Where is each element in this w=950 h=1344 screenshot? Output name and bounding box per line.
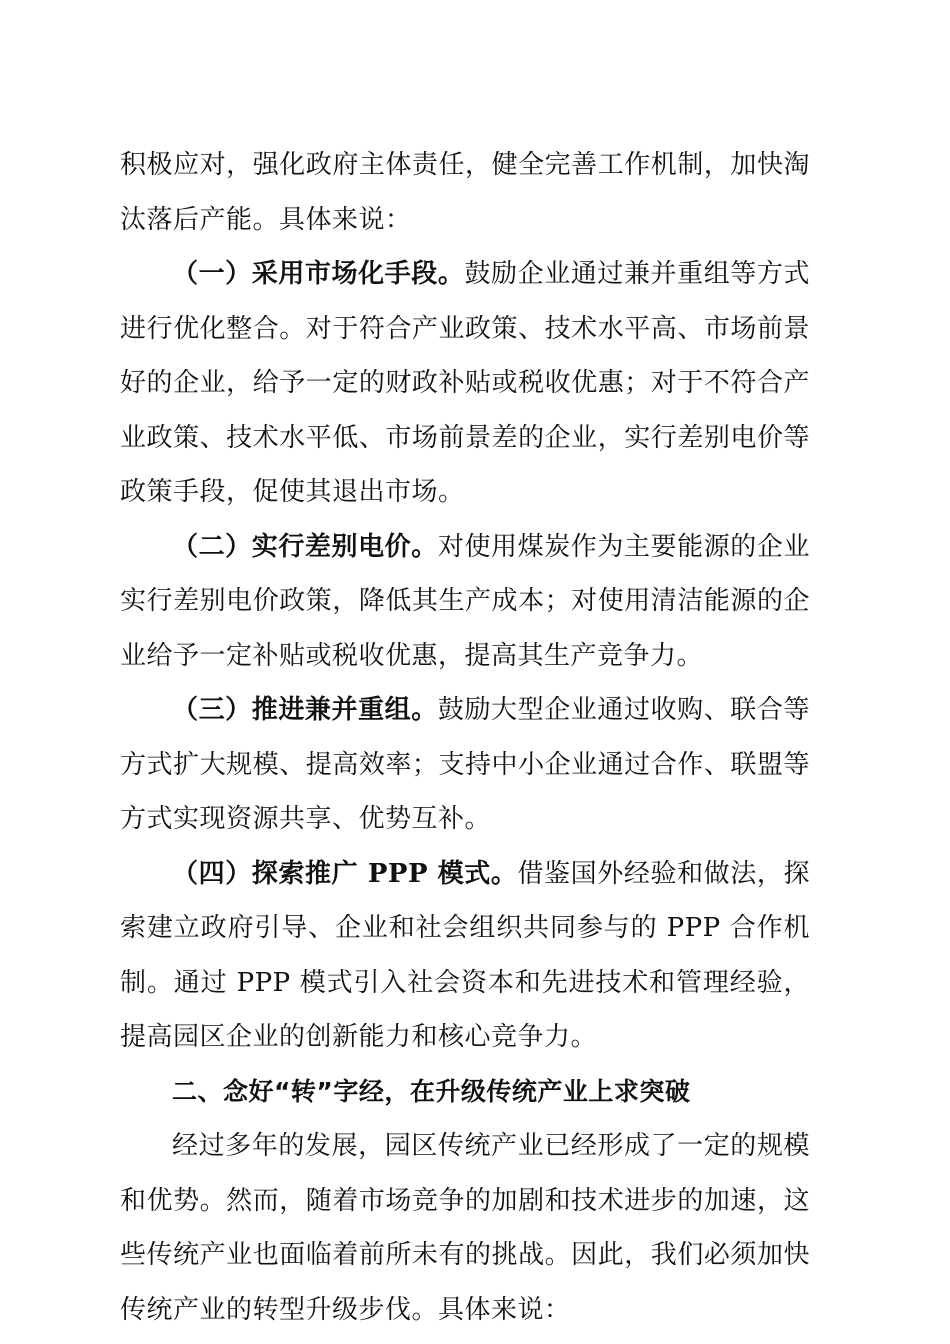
paragraph-lead: （一）采用市场化手段。 [172,259,465,289]
paragraph-intro-continuation [120,138,810,247]
paragraph-differential-pricing [120,520,810,684]
section-heading: 二、念好“转”字经，在升级传统产业上求突破 [172,1076,691,1106]
paragraph-lead: （二）实行差别电价。 [172,531,438,562]
paragraph-text: 借鉴国外经验和做法，探索建立政府引导、企业和社会组织共同参与的 PPP 合作机制。通过 PPP 模式引入社会资本和先进技术和管理经验，提高园区企业的创新能力和核心竞争力。 [120,858,810,1052]
paragraph-text: 对使用煤炭作为主要能源的企业实行差别电价政策，降低其生产成本；对使用清洁能源的企业给予一定补贴或税收优惠，提高其生产竞争力。 [120,531,810,671]
paragraph-ppp-model [120,847,810,1065]
paragraph-lead: （四）探索推广 PPP 模式。 [172,858,518,889]
paragraph-market-means [120,247,810,520]
paragraph-text: 经过多年的发展，园区传统产业已经形成了一定的规模和优势。然而，随着市场竞争的加剧和技术进步的加速，这些传统产业也面临着前所未有的挑战。因此，我们必须加快传统产业的转型升级步伐。具体来说： [120,1131,810,1325]
paragraph-text: 鼓励企业通过兼并重组等方式进行优化整合。对于符合产业政策、技术水平高、市场前景好的企业，给予一定的财政补贴或税收优惠；对于不符合产业政策、技术水平低、市场前景差的企业，实行差别电价等政策手段，促使其退出市场。 [120,259,810,507]
paragraph-traditional-industry [120,1119,810,1337]
paragraph-lead: （三）推进兼并重组。 [172,695,438,725]
paragraph-text: 积极应对，强化政府主体责任，健全完善工作机制，加快淘汰落后产能。具体来说： [120,150,810,235]
document-body [120,138,810,1337]
paragraph-text: 鼓励大型企业通过收购、联合等方式扩大规模、提高效率；支持中小企业通过合作、联盟等方式实现资源共享、优势互补。 [120,695,810,834]
paragraph-mergers [120,683,810,847]
